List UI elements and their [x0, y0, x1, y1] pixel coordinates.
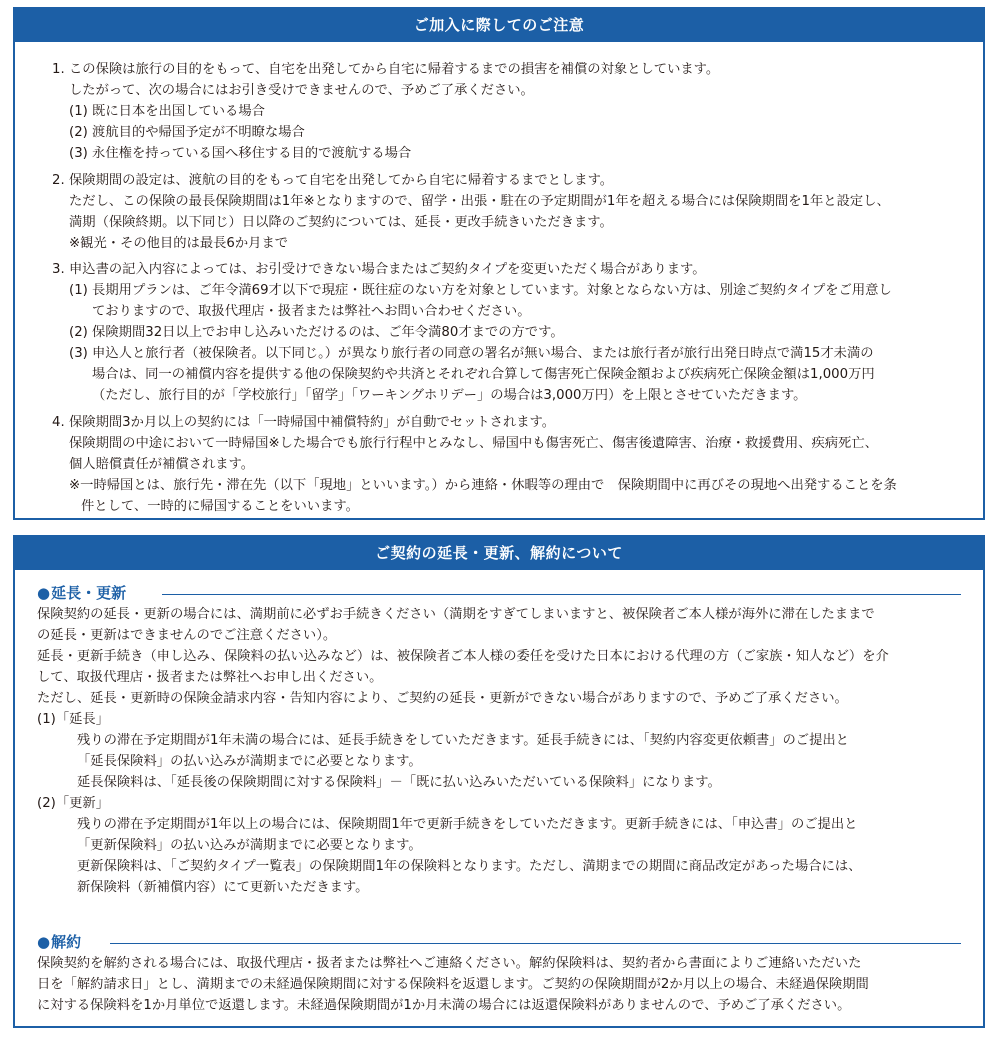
section-title-cancel: [37, 932, 81, 952]
body-line: 「延長保険料」の払い込みが満期までに必要となります。: [77, 754, 422, 769]
body-line: 日を「解約請求日」とし、満期までの未経過保険期間に対する保険料を返還します。ご契約の保険期間が2か月以上の場合、未経過保険期間: [37, 977, 869, 992]
notice-subline: (2) 保険期間32日以上でお申し込みいただけるのは、ご年令満80才までの方です。: [69, 325, 564, 340]
body-line: 延長・更新手続き（申し込み、保険料の払い込みなど）は、被保険者ご本人様の委任を受けた日本における代理の方（ご家族・知人など）を介: [37, 649, 889, 664]
body-line: 延長保険料は、「延長後の保険期間に対する保険料」－「既に払い込みいただいている保険料」になります。: [77, 775, 721, 790]
notice-subline: (1) 既に日本を出国している場合: [69, 104, 265, 119]
body-line: 保険契約の延長・更新の場合には、満期前に必ずお手続きください（満期をすぎてしまいますと、被保険者ご本人様が海外に滞在したままで: [37, 607, 875, 622]
section-rule: [110, 943, 961, 944]
notice-line: 保険期間3か月以上の契約には「一時帰国中補償特約」が自動でセットされます。: [69, 415, 556, 430]
notice-line: ただし、この保険の最長保険期間は1年※となりますので、留学・出張・駐在の予定期間が1年を超える場合には保険期間を1年と設定し、: [69, 194, 890, 209]
notice-subline: 場合は、同一の補償内容を提供する他の保険契約や共済とそれぞれ合算して傷害死亡保険金額および疾病死亡保険金額は1,000万円: [92, 367, 875, 382]
section-title-text: 解約: [51, 933, 82, 951]
item-number: 2.: [52, 173, 65, 188]
item-number: 1.: [52, 62, 65, 77]
bullet-icon: ●: [37, 584, 51, 602]
item-number: 3.: [52, 262, 65, 277]
notice-line: したがって、次の場合にはお引き受けできませんので、予めご了承ください。: [69, 83, 534, 98]
notice-line: ※観光・その他目的は最長6か月まで: [69, 236, 289, 251]
notice-subline: ておりますので、取扱代理店・扱者または弊社へお問い合わせください。: [92, 304, 531, 319]
renewal-box: [13, 535, 985, 1028]
notice-line: ※一時帰国とは、旅行先・滞在先（以下「現地」といいます。）から連絡・休暇等の理由で 保険期間中に再びその現地へ出発することを条: [69, 478, 897, 493]
body-line: 保険契約を解約される場合には、取扱代理店・扱者または弊社へご連絡ください。解約保険料は、契約者から書面によりご連絡いただいた: [37, 956, 862, 971]
notice-line: 保険期間の中途において一時帰国※した場合でも旅行行程中とみなし、帰国中も傷害死亡、傷害後遺障害、治療・救援費用、疾病死亡、: [69, 436, 878, 451]
body-line: 「更新保険料」の払い込みが満期までに必要となります。: [77, 838, 422, 853]
body-line: に対する保険料を1か月単位で返還します。未経過保険期間が1か月未満の場合には返還保険料がありませんので、予めご了承ください。: [37, 998, 851, 1013]
notice-subline: (2) 渡航目的や帰国予定が不明瞭な場合: [69, 125, 305, 140]
subsection-label-renew: (2)「更新」: [37, 796, 110, 811]
subsection-label-extend: (1)「延長」: [37, 712, 110, 727]
notice-subline: (3) 申込人と旅行者（被保険者。以下同じ。）が異なり旅行者の同意の署名が無い場合、または旅行者が旅行出発日時点で満15才未満の: [69, 346, 874, 361]
notice-subline: (3) 永住権を持っている国へ移住する目的で渡航する場合: [69, 146, 412, 161]
body-line: して、取扱代理店・扱者または弊社へお申し出ください。: [37, 670, 383, 685]
section-rule: [162, 594, 961, 595]
notice-box: [13, 7, 985, 520]
body-line: 更新保険料は、「ご契約タイプ一覧表」の保険期間1年の保険料となります。ただし、満期までの期間に商品改定があった場合には、: [77, 859, 862, 874]
notice-line: 件として、一時的に帰国することをいいます。: [81, 499, 359, 514]
notice-subline: （ただし、旅行目的が「学校旅行」「留学」「ワーキングホリデー」の場合は3,000万円）を上限とさせていただきます。: [92, 388, 807, 403]
bullet-icon: ●: [37, 933, 51, 951]
notice-line: 個人賠償責任が補償されます。: [69, 457, 255, 472]
notice-line: この保険は旅行の目的をもって、自宅を出発してから自宅に帰着するまでの損害を補償の対象としています。: [69, 62, 720, 77]
notice-header: ご加入に際してのご注意: [15, 9, 983, 42]
renewal-header: ご契約の延長・更新、解約について: [15, 537, 983, 570]
body-line: の延長・更新はできませんのでご注意ください）。: [37, 628, 337, 643]
item-number: 4.: [52, 415, 65, 430]
notice-line: 満期（保険終期。以下同じ）日以降のご契約については、延長・更改手続きいただきます。: [69, 215, 613, 230]
section-title-text: 延長・更新: [51, 584, 127, 602]
notice-line: 保険期間の設定は、渡航の目的をもって自宅を出発してから自宅に帰着するまでとします。: [69, 173, 614, 188]
body-line: 新保険料（新補償内容）にて更新いただきます。: [77, 880, 369, 895]
notice-line: 申込書の記入内容によっては、お引受けできない場合またはご契約タイプを変更いただく場合があります。: [69, 262, 706, 277]
body-line: 残りの滞在予定期間が1年未満の場合には、延長手続きをしていただきます。延長手続きには、「契約内容変更依頼書」のご提出と: [77, 733, 849, 748]
notice-subline: (1) 長期用プランは、ご年令満69才以下で現症・既往症のない方を対象としています。対象とならない方は、別途ご契約タイプをご用意し: [69, 283, 892, 298]
section-title-extension: [37, 583, 126, 603]
body-line: ただし、延長・更新時の保険金請求内容・告知内容により、ご契約の延長・更新ができない場合がありますので、予めご了承ください。: [37, 691, 848, 706]
body-line: 残りの滞在予定期間が1年以上の場合には、保険期間1年で更新手続きをしていただきます。更新手続きには、「申込書」のご提出と: [77, 817, 858, 832]
